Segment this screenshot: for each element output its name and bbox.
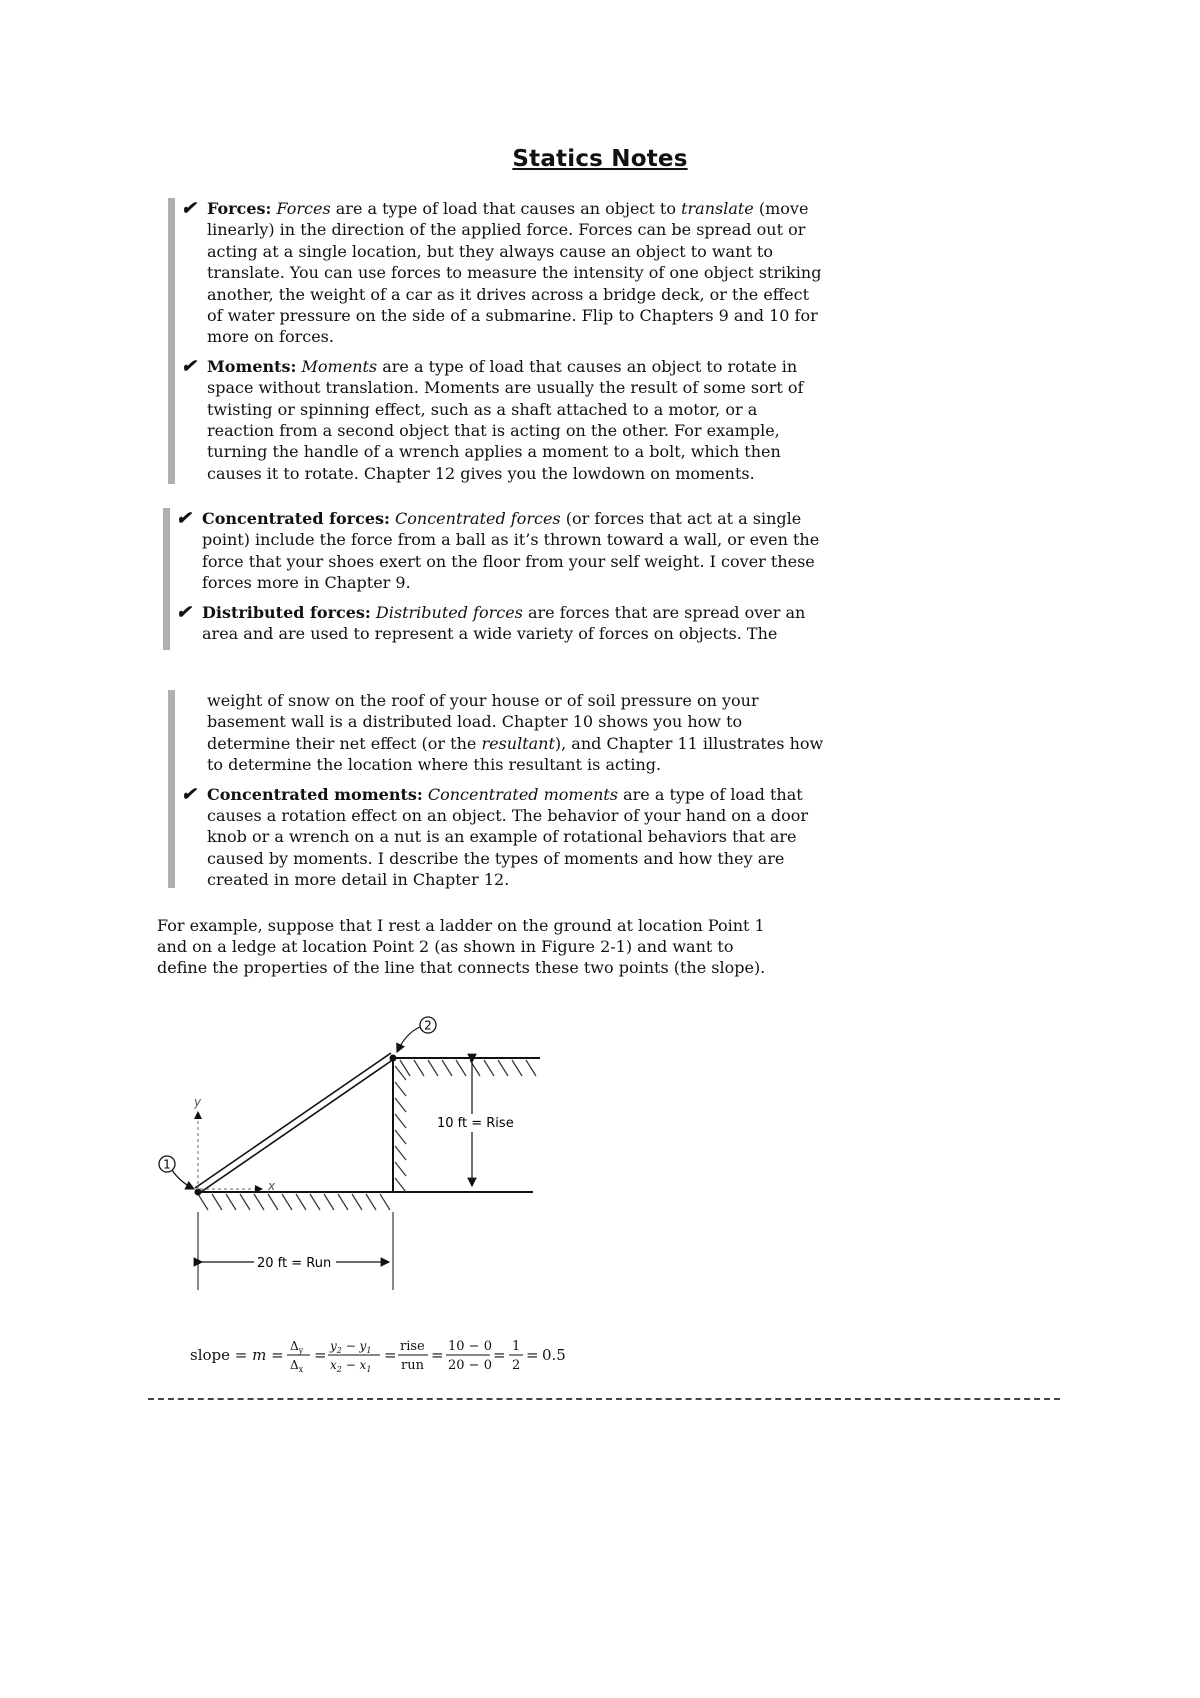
ladder	[195, 1053, 394, 1194]
list-item-concentrated-moments: ✔ Concentrated moments: Concentrated moments are a type of load that causes a rotation effect on an object. The behavior of your hand on a door knob or a wrench on a nut is an example of rotational behaviors that are caused by moments. I describe the types of moments and how they are created in more detail in Chapter 12.	[181, 783, 809, 890]
svg-text:Δx: $\Delta_x$	[290, 1358, 304, 1374]
svg-text:rise: rise	[400, 1339, 425, 1354]
svg-text:10 − 0: 10 − 0	[448, 1339, 492, 1354]
check-mark-icon: ✔	[181, 198, 197, 219]
check-mark-icon: ✔	[181, 783, 197, 805]
svg-text:y2 − y1: $y_2 - y_1$	[330, 1339, 372, 1355]
svg-text:=: =	[526, 1346, 539, 1364]
rise-label: 10 ft = Rise	[437, 1116, 514, 1131]
sidebar-block-continued	[168, 690, 828, 888]
svg-text:Δy: $\Delta_y$	[290, 1339, 304, 1355]
svg-text:run: run	[401, 1358, 424, 1373]
check-mark-icon: ✔	[176, 601, 192, 623]
page-title: Statics Notes	[512, 146, 688, 172]
run-label: 20 ft = Run	[257, 1256, 332, 1271]
term-moments: Moments:	[207, 356, 297, 376]
svg-text:0.5: 0.5	[542, 1346, 566, 1364]
svg-text:20 − 0: 20 − 0	[448, 1358, 492, 1373]
svg-text:=: =	[493, 1346, 506, 1364]
continued-text: weight of snow on the roof of your house or of soil pressure on your basement wall is a distributed load. Chapter 10 shows you how to determine their net effect (or the resultant), and Chapter 11 illustrates how to determine the location where this resultant is acting.	[207, 691, 824, 775]
list-item-moments: ✔ Moments: Moments are a type of load that causes an object to rotate in space without translation. Moments are usually the result of some sort of twisting or spinning effect, such as a shaft attached to a motor, or a reaction from a second object that is acting on the other. For example, turning the handle of a wrench applies a moment to a bolt, which then causes it to rotate. Chapter 12 gives you the lowdown on moments.	[181, 355, 804, 483]
svg-text:1: 1	[512, 1339, 521, 1354]
point-2-leader	[397, 1027, 420, 1052]
sidebar-block-forces-moments	[168, 198, 828, 484]
dashed-separator	[148, 1398, 1060, 1400]
term-forces: Forces:	[207, 199, 272, 218]
point-1-leader	[172, 1170, 194, 1189]
example-paragraph: For example, suppose that I rest a ladder on the ground at location Point 1 and on a ledge at location Point 2 (as shown in Figure 2-1) and want to define the properties of the line that connects these two points (the slope).	[157, 916, 766, 977]
list-item-distributed-forces: ✔ Distributed forces: Distributed forces are forces that are spread over an area and are used to represent a wide variety of forces on objects. The	[176, 601, 806, 644]
check-mark-icon: ✔	[176, 508, 192, 529]
point-2-dot	[390, 1055, 397, 1062]
point-1-label: 1	[163, 1157, 171, 1172]
point-2-label: 2	[424, 1018, 432, 1033]
list-item-concentrated-forces: ✔ Concentrated forces: Concentrated forces (or forces that act at a single point) include the force from a ball as it’s thrown toward a wall, or even the force that your shoes exert on the floor from your self weight. I cover these forces more in Chapter 9.	[176, 508, 820, 593]
slope-equation	[190, 1330, 610, 1380]
svg-text:x2 − x1: $x_2 - x_1$	[330, 1358, 372, 1374]
list-item-forces: ✔ Forces: Forces are a type of load that causes an object to translate (move linearly) in the direction of the applied force. Forces can be spread out or acting at a single location, but they always cause an object to want to translate. You can use forces to measure the intensity of one object striking another, the weight of a car as it drives across a bridge deck, or the effect of water pressure on the side of a submarine. Flip to Chapters 9 and 10 for more on forces.	[181, 198, 822, 347]
x-axis-label: x	[268, 1179, 276, 1193]
ladder-figure	[150, 1000, 570, 1300]
ground-hatching	[198, 1194, 390, 1210]
svg-text:slope = m =: slope = m =	[190, 1346, 284, 1364]
y-axis-label: y	[194, 1095, 202, 1109]
wall-hatching	[395, 1066, 406, 1192]
ledge-hatching	[400, 1060, 536, 1076]
check-mark-icon: ✔	[181, 355, 197, 377]
svg-text:2: 2	[512, 1358, 521, 1373]
svg-text:=: =	[314, 1346, 327, 1364]
sidebar-block-concentrated-distributed	[163, 508, 823, 650]
svg-text:=: =	[431, 1346, 444, 1364]
svg-text:=: =	[384, 1346, 397, 1364]
